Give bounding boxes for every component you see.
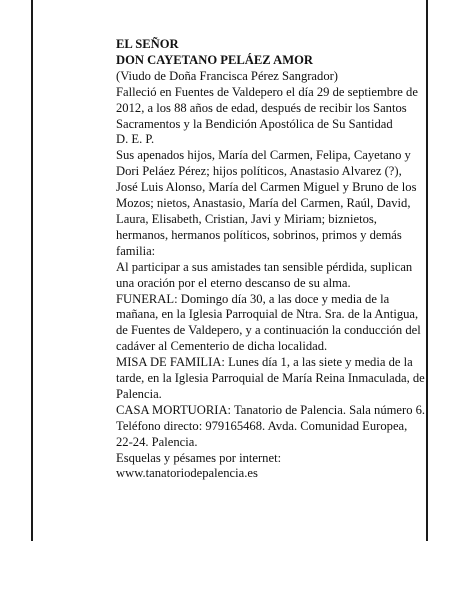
right-border-line (426, 0, 428, 541)
death-paragraph: Falleció en Fuentes de Valdepero el día 29 de septiembre de 2012, a los 88 años de edad, después de recibir los Santos Sacramentos y la Bendición Apostólica de Su Santidad (116, 84, 418, 131)
family-mass-paragraph: MISA DE FAMILIA: Lunes día 1, a las siete y media de la tarde, en la Iglesia Parroquial de María Reina Inmaculada, de Palencia. (116, 355, 425, 401)
widower-note: (Viudo de Doña Francisca Pérez Sangrador) (116, 68, 339, 83)
left-border-line (31, 0, 33, 541)
obituary-notice (116, 37, 426, 482)
notice-title: EL SEÑOR (116, 37, 179, 51)
online-condolences-label: Esquelas y pésames por internet: (116, 450, 282, 465)
funeral-home-website: www.tanatoriodepalencia.es (116, 466, 258, 481)
request-paragraph: Al participar a sus amistades tan sensible pérdida, suplican una oración por el eterno descanso de su alma. (116, 259, 413, 290)
funeral-paragraph: FUNERAL: Domingo día 30, a las doce y media de la mañana, en la Iglesia Parroquial de Ntra. Sra. de la Antigua, de Fuentes de Valdepero, y a continuación la conducción del cadáver al Cementerio de dicha localidad. (116, 291, 421, 354)
funeral-home-paragraph: CASA MORTUORIA: Tanatorio de Palencia. Sala número 6. Teléfono directo: 979165468. Avda. Comunidad Europea, 22-24. Palencia. (116, 402, 426, 449)
dep-line: D. E. P. (116, 132, 155, 147)
family-paragraph: Sus apenados hijos, María del Carmen, Felipa, Cayetano y Dori Peláez Pérez; hijos políticos, Anastasio Alvarez (?), José Luis Alonso, María del Carmen Miguel y Bruno de los Mozos; nietos, Anastasio, María del Carmen, Raúl, David, Laura, Elisabeth, Cristian, Javi y Miriam; biznietos, hermanos, hermanos políticos, sobrinos, primos y demás familia: (116, 148, 417, 258)
deceased-name: DON CAYETANO PELÁEZ AMOR (116, 52, 313, 67)
